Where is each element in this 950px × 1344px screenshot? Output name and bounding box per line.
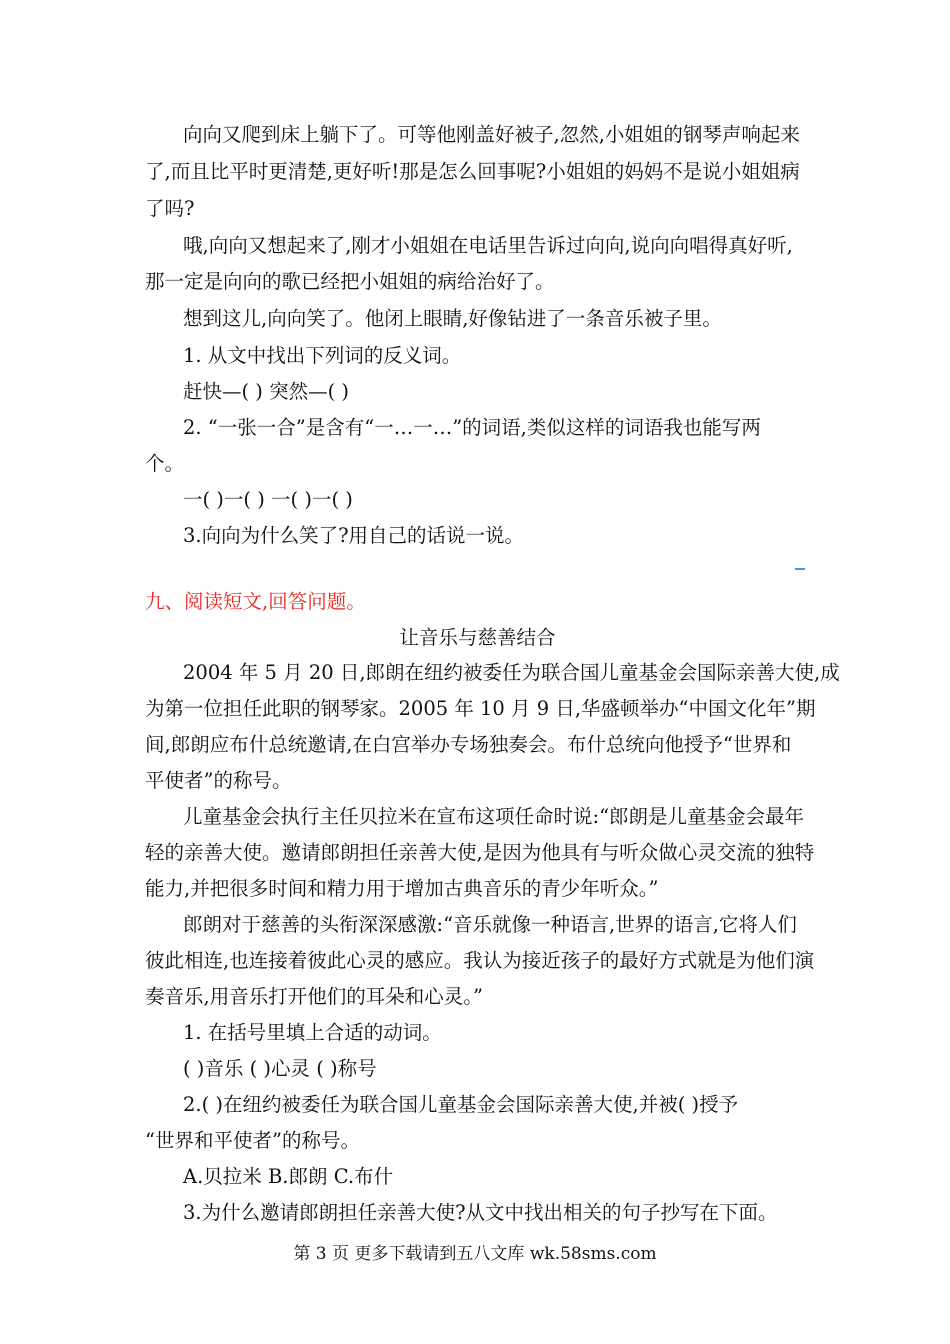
text-line: 了吗? bbox=[145, 197, 195, 220]
question-2: 2. “一张一合”是含有“一…一…”的词语,类似这样的词语我也能写两 bbox=[183, 416, 761, 439]
text-line: 平使者”的称号。 bbox=[145, 769, 292, 792]
text-line: 间,郎朗应布什总统邀请,在白宫举办专场独奏会。布什总统向他授予“世界和 bbox=[145, 733, 792, 756]
text-line: 轻的亲善大使。邀请郎朗担任亲善大使,是因为他具有与听众做心灵交流的独特 bbox=[145, 841, 815, 864]
text-line: 向向又爬到床上躺下了。可等他刚盖好被子,忽然,小姐姐的钢琴声响起来 bbox=[183, 123, 800, 146]
question-2-blanks: 一( )一( ) 一( )一( ) bbox=[183, 488, 353, 511]
page-footer: 第 3 页 更多下载请到五八文库 wk.58sms.com bbox=[293, 1244, 657, 1264]
section-heading: 九、阅读短文,回答问题。 bbox=[145, 590, 366, 613]
text-line: 奏音乐,用音乐打开他们的耳朵和心灵。” bbox=[145, 985, 483, 1008]
question-1-blanks: 赶快—( ) 突然—( ) bbox=[183, 380, 350, 403]
article-title: 让音乐与慈善结合 bbox=[399, 626, 556, 649]
article-question-2-cont: “世界和平使者”的称号。 bbox=[145, 1129, 360, 1152]
text-line: 了,而且比平时更清楚,更好听!那是怎么回事呢?小姐姐的妈妈不是说小姐姐病 bbox=[145, 160, 800, 183]
question-3: 3.向向为什么笑了?用自己的话说一说。 bbox=[183, 524, 525, 547]
text-line: 为第一位担任此职的钢琴家。2005 年 10 月 9 日,华盛顿举办“中国文化年”期 bbox=[145, 697, 816, 720]
text-line: 那一定是向向的歌已经把小姐姐的病给治好了。 bbox=[145, 270, 555, 293]
article-question-1: 1. 在括号里填上合适的动词。 bbox=[183, 1021, 442, 1044]
text-line: 彼此相连,也连接着彼此心灵的感应。我认为接近孩子的最好方式就是为他们演 bbox=[145, 949, 815, 972]
story-paragraph-3: 想到这儿,向向笑了。他闭上眼睛,好像钻进了一条音乐被子里。 bbox=[183, 307, 722, 330]
article-question-2: 2.( )在纽约被委任为联合国儿童基金会国际亲善大使,并被( )授予 bbox=[183, 1093, 739, 1116]
text-line: 2004 年 5 月 20 日,郎朗在纽约被委任为联合国儿童基金会国际亲善大使,成 bbox=[183, 661, 840, 684]
text-line: 能力,并把很多时间和精力用于增加古典音乐的青少年听众。” bbox=[145, 877, 659, 900]
question-2-cont: 个。 bbox=[145, 452, 185, 475]
article-question-3: 3.为什么邀请郎朗担任亲善大使?从文中找出相关的句子抄写在下面。 bbox=[183, 1201, 778, 1224]
article-question-1-blanks: ( )音乐 ( )心灵 ( )称号 bbox=[183, 1057, 377, 1080]
text-line: 哦,向向又想起来了,刚才小姐姐在电话里告诉过向向,说向向唱得真好听, bbox=[183, 234, 793, 257]
text-line: 郎朗对于慈善的头衔深深感激:“音乐就像一种语言,世界的语言,它将人们 bbox=[183, 913, 797, 936]
article-question-2-options: A.贝拉米 B.郎朗 C.布什 bbox=[183, 1165, 394, 1188]
divider-mark bbox=[795, 568, 805, 570]
question-1: 1. 从文中找出下列词的反义词。 bbox=[183, 344, 462, 367]
text-line: 儿童基金会执行主任贝拉米在宣布这项任命时说:“郎朗是儿童基金会最年 bbox=[183, 805, 805, 828]
